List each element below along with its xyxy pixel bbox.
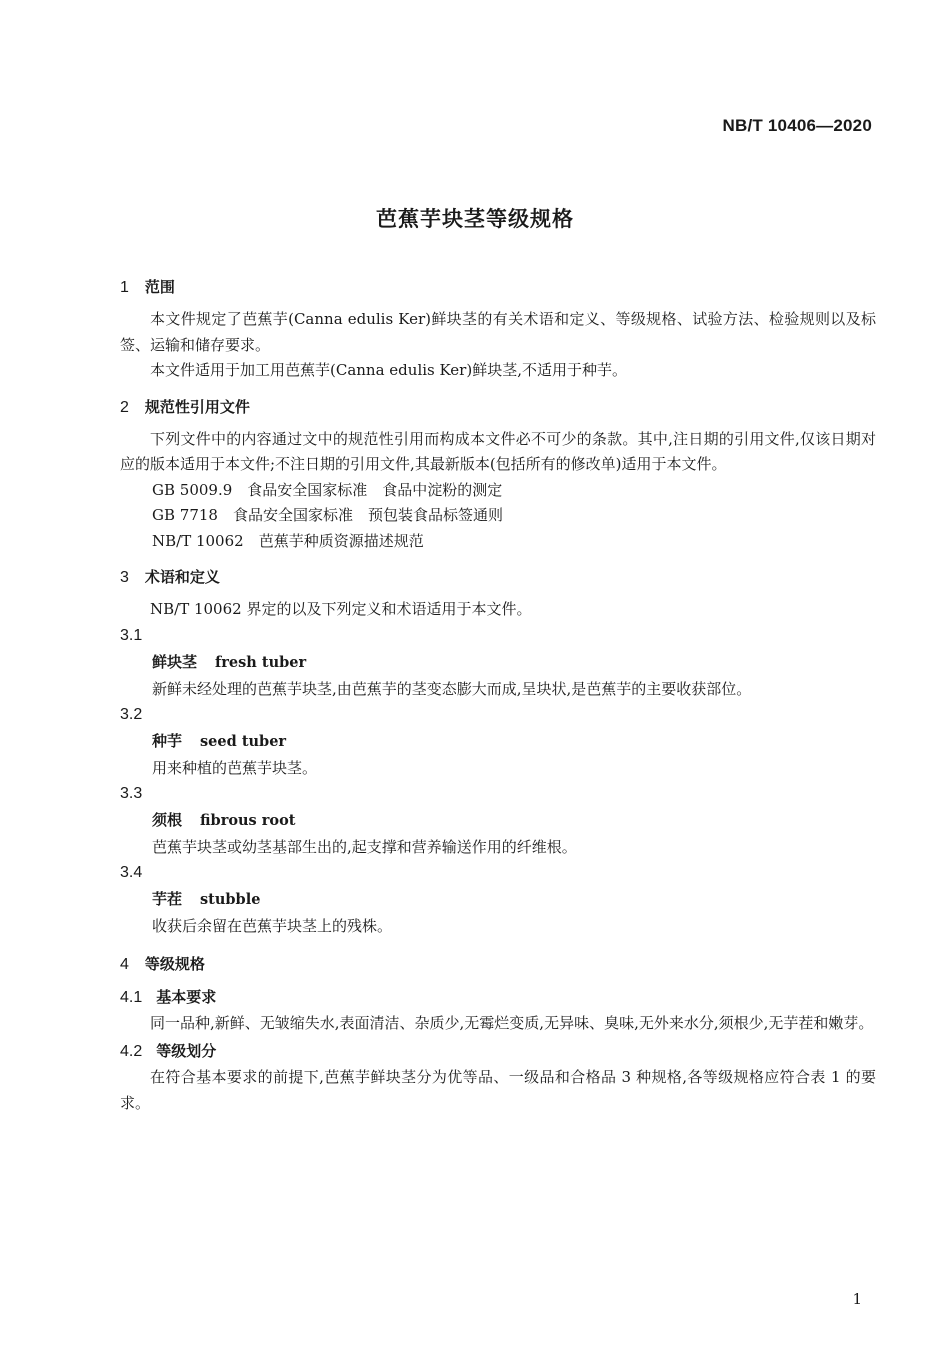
- subsection-heading-4-2: [120, 1038, 876, 1065]
- term-definition: 用来种植的芭蕉芋块茎。: [152, 758, 318, 777]
- paragraph: 本文件规定了芭蕉芋(Canna edulis Ker)鲜块茎的有关术语和定义、等级规格、试验方法、检验规则以及标签、运输和储存要求。: [120, 310, 876, 354]
- section-heading-3: [120, 566, 876, 587]
- reference-item: GB 5009.9 食品安全国家标准 食品中淀粉的测定: [152, 480, 503, 499]
- term-number: 3.2: [120, 705, 143, 723]
- term-chinese: 鲜块茎: [152, 652, 198, 671]
- subsection-heading-4-1: [120, 984, 876, 1011]
- paragraph: 在符合基本要求的前提下,芭蕉芋鲜块茎分为优等品、一级品和合格品 3 种规格,各等级规格应符合表 1 的要求。: [120, 1068, 876, 1112]
- term-number: 3.3: [120, 784, 143, 802]
- term-heading: [120, 649, 876, 676]
- section-number: 4: [120, 955, 129, 973]
- section-heading-4: [120, 953, 876, 974]
- subsection-title: 等级划分: [156, 1042, 217, 1060]
- paragraph: 下列文件中的内容通过文中的规范性引用而构成本文件必不可少的条款。其中,注日期的引用文件,仅该日期对应的版本适用于本文件;不注日期的引用文件,其最新版本(包括所有的修改单)适用于本文件。: [120, 429, 876, 473]
- section-number: 3: [120, 569, 129, 586]
- term-definition: 收获后余留在芭蕉芋块茎上的残株。: [152, 916, 393, 935]
- term-english: seed tuber: [200, 732, 287, 750]
- term-chinese: 种芋: [152, 731, 183, 750]
- section-title: 等级规格: [144, 954, 205, 973]
- term-heading: [120, 807, 876, 834]
- term-number: 3.4: [120, 863, 143, 881]
- section-title: 术语和定义: [144, 568, 220, 586]
- term-chinese: 须根: [152, 810, 183, 829]
- paragraph: 本文件适用于加工用芭蕉芋(Canna edulis Ker)鲜块茎,不适用于种芋。: [150, 361, 627, 379]
- term-chinese: 芋茬: [152, 889, 183, 908]
- term-english: fresh tuber: [215, 653, 307, 671]
- section-title: 规范性引用文件: [144, 397, 250, 416]
- term-heading: [120, 728, 876, 755]
- document-body: [120, 270, 876, 1116]
- reference-item: GB 7718 食品安全国家标准 预包装食品标签通则: [152, 506, 503, 524]
- subsection-number: 4.1: [120, 988, 143, 1006]
- subsection-number: 4.2: [120, 1043, 143, 1060]
- term-english: fibrous root: [200, 811, 296, 829]
- term-heading: [120, 886, 876, 913]
- subsection-title: 基本要求: [156, 987, 217, 1006]
- term-definition: 新鲜未经处理的芭蕉芋块茎,由芭蕉芋的茎变态膨大而成,呈块状,是芭蕉芋的主要收获部位。: [152, 679, 752, 698]
- paragraph: NB/T 10062 界定的以及下列定义和术语适用于本文件。: [150, 600, 532, 618]
- section-title: 范围: [144, 278, 175, 296]
- document-title: 芭蕉芋块茎等级规格: [376, 207, 574, 231]
- section-heading-2: [120, 396, 876, 417]
- section-number: 2: [120, 398, 129, 416]
- term-number: 3.1: [120, 626, 143, 644]
- term-definition: 芭蕉芋块茎或幼茎基部生出的,起支撑和营养输送作用的纤维根。: [152, 837, 577, 856]
- section-heading-1: [120, 276, 876, 297]
- section-number: 1: [120, 279, 129, 296]
- term-english: stubble: [200, 890, 261, 908]
- standard-code: NB/T 10406—2020: [722, 116, 872, 135]
- page-number: 1: [852, 1290, 862, 1308]
- paragraph: 同一品种,新鲜、无皱缩失水,表面清洁、杂质少,无霉烂变质,无异味、臭味,无外来水分,须根少,无芋茬和嫩芽。: [150, 1013, 874, 1032]
- reference-item: NB/T 10062 芭蕉芋种质资源描述规范: [152, 531, 424, 550]
